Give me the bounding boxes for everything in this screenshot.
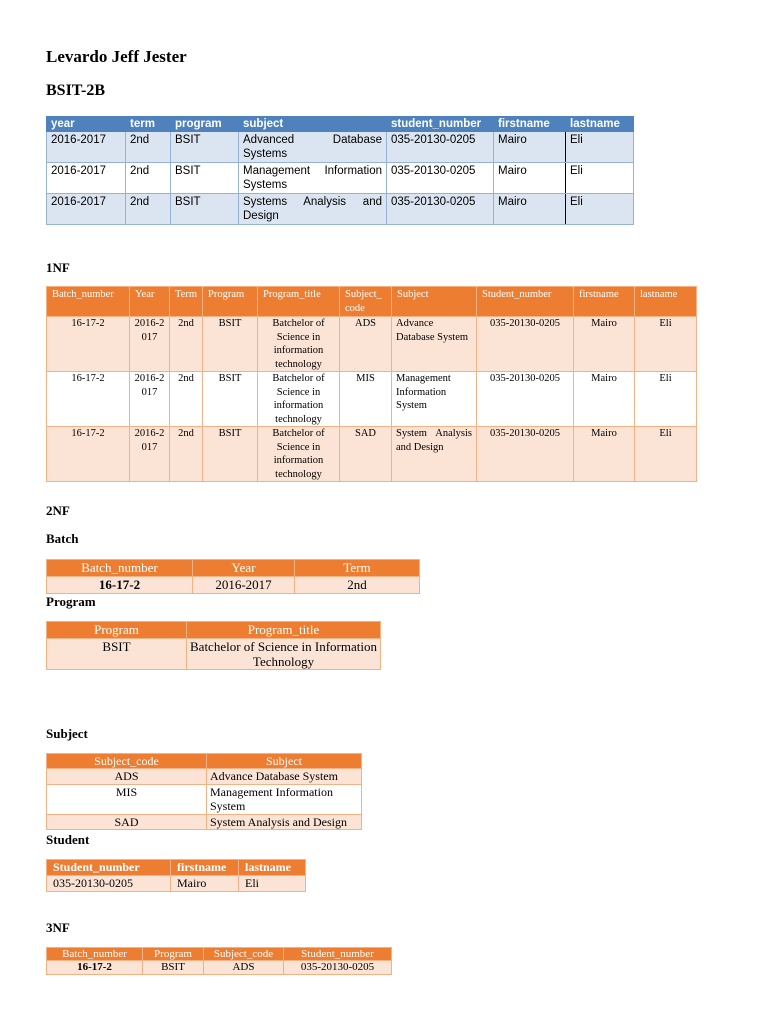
batch-table xyxy=(46,559,420,594)
table-cell: 2016-2017 xyxy=(47,163,126,194)
table-cell: BSIT xyxy=(203,372,258,427)
table-cell: Advance Database System xyxy=(392,317,477,372)
column-header: year xyxy=(47,117,126,132)
table-cell: SAD xyxy=(47,814,207,830)
column-header: Batch_number xyxy=(47,560,193,577)
column-header: firstname xyxy=(494,117,566,132)
table-row xyxy=(47,577,420,594)
table-row xyxy=(47,814,362,830)
table-cell: MIS xyxy=(340,372,392,427)
table-cell: 2016-2017 xyxy=(47,132,126,163)
table-cell: Management Information System xyxy=(392,372,477,427)
table-row xyxy=(47,769,362,785)
table-header-row xyxy=(47,560,420,577)
table-row xyxy=(47,876,306,892)
table-cell: BSIT xyxy=(171,194,239,225)
table-cell: Eli xyxy=(635,372,697,427)
column-header: firstname xyxy=(171,860,239,876)
table-cell: BSIT xyxy=(143,961,204,975)
column-header: Year xyxy=(193,560,295,577)
table-row xyxy=(47,317,697,372)
table-cell: 035-20130-0205 xyxy=(387,163,494,194)
table-cell: 16-17-2 xyxy=(47,372,130,427)
column-header: Term xyxy=(295,560,420,577)
table-cell: SAD xyxy=(340,427,392,482)
table-cell: 035-20130-0205 xyxy=(477,427,574,482)
table-header-row xyxy=(47,948,392,961)
table-cell: BSIT xyxy=(171,163,239,194)
nf2-heading: 2NF xyxy=(46,503,70,518)
table-cell: Mairo xyxy=(574,427,635,482)
table-cell: 2nd xyxy=(126,132,171,163)
table-cell: 16-17-2 xyxy=(47,427,130,482)
column-header: student_number xyxy=(387,117,494,132)
table-header-row xyxy=(47,754,362,769)
table-row xyxy=(47,427,697,482)
table-cell: Batchelor of Science in information technology xyxy=(258,427,340,482)
table-cell: System Analysis and Design xyxy=(392,427,477,482)
column-header: Subject_code xyxy=(340,287,392,317)
table-cell: Eli xyxy=(635,317,697,372)
table-cell: ADS xyxy=(47,769,207,785)
table-cell: ADS xyxy=(340,317,392,372)
column-header: program xyxy=(171,117,239,132)
column-header: lastname xyxy=(566,117,634,132)
table-cell: 16-17-2 xyxy=(47,577,193,594)
table-cell: Batchelor of Science in Information Technology xyxy=(187,639,381,670)
program-heading: Program xyxy=(46,594,96,609)
program-table xyxy=(46,621,381,670)
nf1-heading: 1NF xyxy=(46,260,70,275)
column-header: term xyxy=(126,117,171,132)
table-cell: 2nd xyxy=(126,163,171,194)
table-cell: 035-20130-0205 xyxy=(47,876,171,892)
table-cell: Mairo xyxy=(494,132,566,163)
table-cell: BSIT xyxy=(171,132,239,163)
column-header: Student_number xyxy=(284,948,392,961)
table-cell: BSIT xyxy=(47,639,187,670)
table-cell: BSIT xyxy=(203,317,258,372)
table-cell: 2016-2017 xyxy=(130,372,170,427)
table-cell: 2016-2017 xyxy=(130,317,170,372)
column-header: subject xyxy=(239,117,387,132)
section-code: BSIT-2B xyxy=(46,82,105,99)
table-header-row xyxy=(47,622,381,639)
table-cell: MIS xyxy=(47,784,207,814)
column-header: Program_title xyxy=(187,622,381,639)
table-cell: 2nd xyxy=(170,372,203,427)
table-cell: Management Information Systems xyxy=(239,163,387,194)
column-header: Program xyxy=(143,948,204,961)
table-row xyxy=(47,961,392,975)
table-cell: 2016-2017 xyxy=(130,427,170,482)
column-header: Batch_number xyxy=(47,948,143,961)
subject-table xyxy=(46,753,362,830)
table-cell: Eli xyxy=(566,194,634,225)
table-row xyxy=(47,163,634,194)
column-header: lastname xyxy=(635,287,697,317)
column-header: Batch_number xyxy=(47,287,130,317)
nf1-table xyxy=(46,286,697,482)
table-cell: 16-17-2 xyxy=(47,961,143,975)
batch-heading: Batch xyxy=(46,531,79,546)
table-row xyxy=(47,132,634,163)
table-cell: 035-20130-0205 xyxy=(387,132,494,163)
table-cell: BSIT xyxy=(203,427,258,482)
table-cell: 035-20130-0205 xyxy=(477,372,574,427)
column-header: Subject_code xyxy=(47,754,207,769)
nf3-table xyxy=(46,947,392,975)
table-row xyxy=(47,784,362,814)
table-cell: Eli xyxy=(566,163,634,194)
table-cell: 035-20130-0205 xyxy=(284,961,392,975)
table-cell: 2nd xyxy=(126,194,171,225)
column-header: firstname xyxy=(574,287,635,317)
table-cell: 2nd xyxy=(170,317,203,372)
column-header: Subject xyxy=(207,754,362,769)
table-cell: Systems Analysis and Design xyxy=(239,194,387,225)
table-cell: Mairo xyxy=(494,163,566,194)
table-row xyxy=(47,372,697,427)
student-table xyxy=(46,859,306,892)
nf3-heading: 3NF xyxy=(46,920,70,935)
student-heading: Student xyxy=(46,832,90,847)
table-row xyxy=(47,194,634,225)
table-cell: Batchelor of Science in information technology xyxy=(258,317,340,372)
table-cell: 2016-2017 xyxy=(193,577,295,594)
table-cell: Management Information System xyxy=(207,784,362,814)
column-header: Subject_code xyxy=(204,948,284,961)
column-header: Student_number xyxy=(47,860,171,876)
table-header-row xyxy=(47,287,697,317)
column-header: lastname xyxy=(239,860,306,876)
table-cell: Mairo xyxy=(574,317,635,372)
table-header-row xyxy=(47,117,634,132)
student-name: Levardo Jeff Jester xyxy=(46,47,187,66)
original-table xyxy=(46,116,634,225)
table-cell: Eli xyxy=(566,132,634,163)
column-header: Subject xyxy=(392,287,477,317)
table-cell: 2nd xyxy=(170,427,203,482)
column-header: Year xyxy=(130,287,170,317)
column-header: Program_title xyxy=(258,287,340,317)
column-header: Term xyxy=(170,287,203,317)
column-header: Program xyxy=(47,622,187,639)
table-cell: Mairo xyxy=(171,876,239,892)
table-cell: 2016-2017 xyxy=(47,194,126,225)
table-cell: Eli xyxy=(239,876,306,892)
table-cell: Mairo xyxy=(574,372,635,427)
table-cell: 035-20130-0205 xyxy=(387,194,494,225)
table-cell: Mairo xyxy=(494,194,566,225)
column-header: Program xyxy=(203,287,258,317)
table-cell: Advance Database System xyxy=(207,769,362,785)
table-cell: 2nd xyxy=(295,577,420,594)
table-cell: System Analysis and Design xyxy=(207,814,362,830)
table-cell: Eli xyxy=(635,427,697,482)
table-cell: 035-20130-0205 xyxy=(477,317,574,372)
table-cell: ADS xyxy=(204,961,284,975)
table-cell: 16-17-2 xyxy=(47,317,130,372)
table-header-row xyxy=(47,860,306,876)
table-row xyxy=(47,639,381,670)
column-header: Student_number xyxy=(477,287,574,317)
table-cell: Advanced Database Systems xyxy=(239,132,387,163)
table-cell: Batchelor of Science in information technology xyxy=(258,372,340,427)
subject-heading: Subject xyxy=(46,726,88,741)
